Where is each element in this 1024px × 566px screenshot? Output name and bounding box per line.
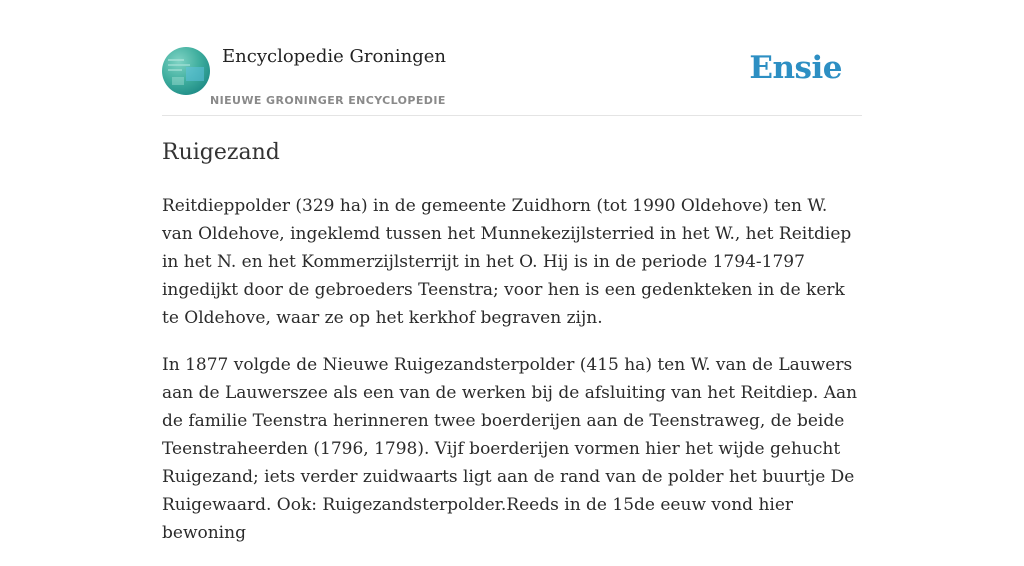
content-container [162,0,862,543]
article-paragraph: In 1877 volgde de Nieuwe Ruigezandsterpolder (415 ha) ten W. van de Lauwers aan de Lauwerszee als een van de werken bij de afsluiting van het Reitdiep. Aan de familie Teenstra herinneren twee boerderijen aan de Teenstraweg, de beide Teenstraheerden (1796, 1798). Vijf boerderijen vormen hier het wijde gehucht Ruigezand; iets verder zuidwaarts ligt aan de rand van de polder het buurtje De Ruigewaard. Ook: Ruigezandsterpolder.Reeds in de 15de eeuw vond hier bewoning [162,355,858,543]
site-header [162,0,862,116]
article-body [162,192,862,566]
ensie-brand-link[interactable]: Ensie [749,50,842,86]
site-subtitle: NIEUWE GRONINGER ENCYCLOPEDIE [210,94,446,107]
site-title-link[interactable]: Encyclopedie Groningen [222,46,447,67]
site-logo-icon[interactable] [162,47,210,95]
article-paragraph: Reitdieppolder (329 ha) in de gemeente Zuidhorn (tot 1990 Oldehove) ten W. van Oldehove, ingeklemd tussen het Munnekezijlsterried in het W., het Reitdiep in het N. en het Kommerzijlsterrijt in het O. Hij is in de periode 1794-1797 ingedijkt door de gebroeders Teenstra; voor hen is een gedenkteken in de kerk te Oldehove, waar ze op het kerkhof begraven zijn. [162,196,852,328]
article-title: Ruigezand [162,140,280,165]
